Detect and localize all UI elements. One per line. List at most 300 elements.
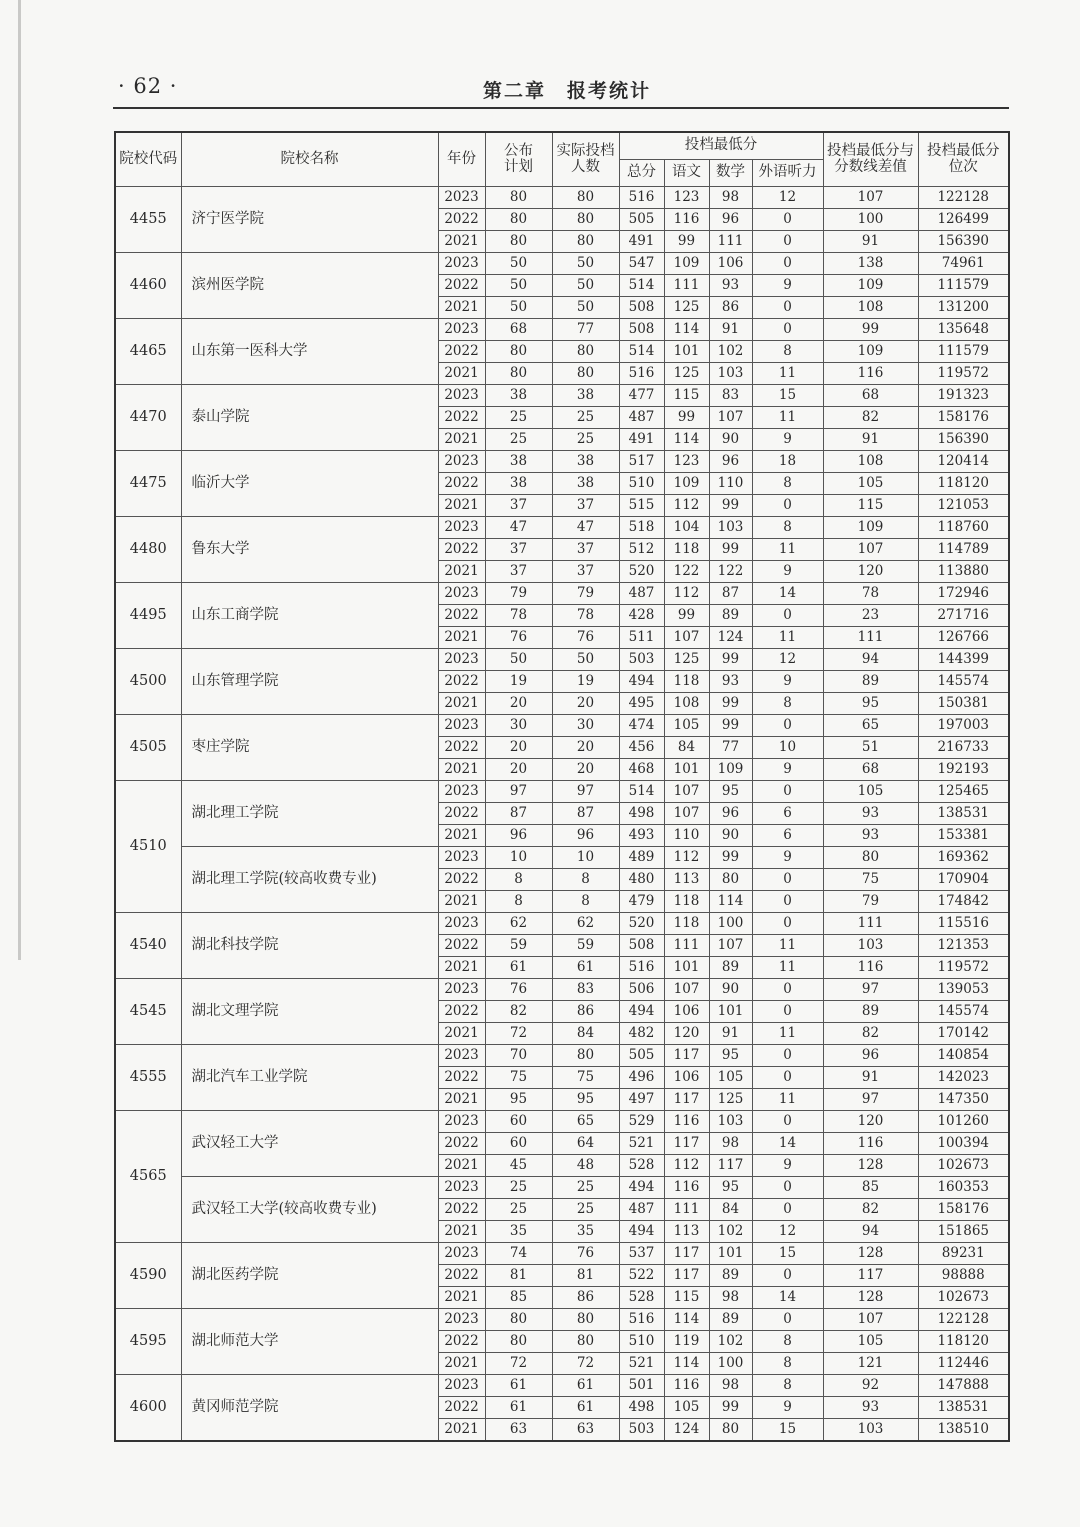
cell-listening: 0 [752, 209, 823, 231]
cell-actual: 37 [552, 539, 619, 561]
cell-rank: 172946 [918, 583, 1009, 605]
cell-rank: 145574 [918, 1001, 1009, 1023]
cell-plan: 37 [485, 561, 552, 583]
table-row [115, 187, 1009, 209]
cell-total: 477 [619, 385, 664, 407]
cell-listening: 0 [752, 495, 823, 517]
cell-math: 99 [709, 693, 752, 715]
cell-plan: 50 [485, 275, 552, 297]
admission-stats-table [114, 131, 1010, 1442]
table-body [115, 187, 1009, 1442]
cell-math: 96 [709, 209, 752, 231]
cell-math: 80 [709, 869, 752, 891]
cell-plan: 87 [485, 803, 552, 825]
college-name: 泰山学院 [181, 385, 438, 451]
cell-diff: 128 [823, 1287, 918, 1309]
cell-total: 498 [619, 803, 664, 825]
cell-diff: 105 [823, 1331, 918, 1353]
cell-rank: 122128 [918, 187, 1009, 209]
cell-year: 2022 [438, 1067, 485, 1089]
cell-chinese: 101 [664, 957, 709, 979]
table-row [115, 1309, 1009, 1331]
cell-chinese: 106 [664, 1067, 709, 1089]
cell-plan: 95 [485, 1089, 552, 1111]
table-row [115, 781, 1009, 803]
cell-rank: 115516 [918, 913, 1009, 935]
cell-listening: 0 [752, 1177, 823, 1199]
cell-year: 2021 [438, 825, 485, 847]
cell-total: 494 [619, 1221, 664, 1243]
cell-total: 516 [619, 957, 664, 979]
cell-plan: 50 [485, 253, 552, 275]
cell-year: 2022 [438, 1397, 485, 1419]
college-name: 鲁东大学 [181, 517, 438, 583]
cell-total: 482 [619, 1023, 664, 1045]
cell-total: 537 [619, 1243, 664, 1265]
header-year: 年份 [438, 132, 485, 187]
cell-plan: 80 [485, 341, 552, 363]
cell-math: 91 [709, 319, 752, 341]
cell-year: 2023 [438, 385, 485, 407]
cell-diff: 120 [823, 561, 918, 583]
cell-plan: 72 [485, 1023, 552, 1045]
cell-total: 508 [619, 319, 664, 341]
cell-plan: 8 [485, 891, 552, 913]
cell-listening: 0 [752, 1067, 823, 1089]
cell-year: 2021 [438, 1155, 485, 1177]
cell-rank: 135648 [918, 319, 1009, 341]
cell-chinese: 123 [664, 451, 709, 473]
cell-diff: 91 [823, 429, 918, 451]
college-code: 4595 [115, 1309, 181, 1375]
cell-math: 95 [709, 1177, 752, 1199]
cell-math: 98 [709, 1375, 752, 1397]
cell-listening: 8 [752, 1375, 823, 1397]
college-name: 湖北科技学院 [181, 913, 438, 979]
cell-chinese: 111 [664, 275, 709, 297]
cell-plan: 20 [485, 693, 552, 715]
cell-actual: 50 [552, 253, 619, 275]
cell-listening: 0 [752, 1199, 823, 1221]
cell-year: 2021 [438, 561, 485, 583]
cell-diff: 95 [823, 693, 918, 715]
cell-rank: 121053 [918, 495, 1009, 517]
cell-plan: 35 [485, 1221, 552, 1243]
cell-math: 89 [709, 605, 752, 627]
cell-actual: 75 [552, 1067, 619, 1089]
cell-listening: 9 [752, 275, 823, 297]
cell-year: 2023 [438, 1243, 485, 1265]
cell-chinese: 117 [664, 1265, 709, 1287]
header-listening: 外语听力 [752, 160, 823, 187]
cell-chinese: 119 [664, 1331, 709, 1353]
cell-rank: 100394 [918, 1133, 1009, 1155]
table-row [115, 1243, 1009, 1265]
cell-actual: 50 [552, 275, 619, 297]
cell-chinese: 114 [664, 319, 709, 341]
cell-plan: 79 [485, 583, 552, 605]
cell-total: 468 [619, 759, 664, 781]
cell-total: 496 [619, 1067, 664, 1089]
cell-year: 2022 [438, 341, 485, 363]
college-name: 湖北汽车工业学院 [181, 1045, 438, 1111]
cell-chinese: 116 [664, 1111, 709, 1133]
college-code: 4495 [115, 583, 181, 649]
college-code: 4600 [115, 1375, 181, 1442]
page-number: · 62 · [118, 74, 178, 98]
cell-actual: 78 [552, 605, 619, 627]
college-code: 4545 [115, 979, 181, 1045]
table-row [115, 517, 1009, 539]
cell-math: 87 [709, 583, 752, 605]
college-code: 4480 [115, 517, 181, 583]
cell-plan: 80 [485, 363, 552, 385]
cell-actual: 80 [552, 1045, 619, 1067]
cell-actual: 80 [552, 187, 619, 209]
cell-listening: 11 [752, 1089, 823, 1111]
cell-plan: 76 [485, 627, 552, 649]
cell-rank: 126499 [918, 209, 1009, 231]
cell-listening: 14 [752, 1133, 823, 1155]
cell-chinese: 114 [664, 1309, 709, 1331]
cell-total: 487 [619, 407, 664, 429]
cell-math: 95 [709, 781, 752, 803]
cell-listening: 0 [752, 605, 823, 627]
cell-actual: 76 [552, 1243, 619, 1265]
page-binding-edge [18, 0, 21, 960]
cell-total: 517 [619, 451, 664, 473]
cell-plan: 60 [485, 1111, 552, 1133]
cell-chinese: 109 [664, 473, 709, 495]
cell-listening: 0 [752, 1111, 823, 1133]
cell-total: 516 [619, 187, 664, 209]
cell-math: 98 [709, 187, 752, 209]
cell-chinese: 105 [664, 1397, 709, 1419]
cell-math: 102 [709, 341, 752, 363]
cell-chinese: 107 [664, 781, 709, 803]
cell-total: 516 [619, 363, 664, 385]
cell-year: 2022 [438, 737, 485, 759]
cell-diff: 78 [823, 583, 918, 605]
cell-math: 99 [709, 539, 752, 561]
cell-total: 493 [619, 825, 664, 847]
cell-rank: 102673 [918, 1287, 1009, 1309]
cell-rank: 170142 [918, 1023, 1009, 1045]
cell-plan: 82 [485, 1001, 552, 1023]
cell-year: 2021 [438, 891, 485, 913]
cell-rank: 101260 [918, 1111, 1009, 1133]
cell-chinese: 118 [664, 671, 709, 693]
cell-diff: 65 [823, 715, 918, 737]
header-min-group: 投档最低分 [619, 132, 823, 160]
cell-rank: 160353 [918, 1177, 1009, 1199]
cell-math: 114 [709, 891, 752, 913]
cell-math: 99 [709, 649, 752, 671]
cell-listening: 0 [752, 1265, 823, 1287]
cell-plan: 97 [485, 781, 552, 803]
cell-rank: 174842 [918, 891, 1009, 913]
cell-rank: 142023 [918, 1067, 1009, 1089]
cell-actual: 80 [552, 209, 619, 231]
cell-year: 2021 [438, 1419, 485, 1442]
cell-math: 107 [709, 935, 752, 957]
cell-math: 98 [709, 1287, 752, 1309]
cell-diff: 51 [823, 737, 918, 759]
cell-math: 77 [709, 737, 752, 759]
table-row [115, 847, 1009, 869]
cell-actual: 8 [552, 891, 619, 913]
cell-diff: 94 [823, 1221, 918, 1243]
cell-actual: 80 [552, 1331, 619, 1353]
cell-year: 2022 [438, 473, 485, 495]
table-row [115, 649, 1009, 671]
cell-plan: 25 [485, 1199, 552, 1221]
cell-diff: 91 [823, 231, 918, 253]
header-name: 院校名称 [181, 132, 438, 187]
cell-math: 101 [709, 1001, 752, 1023]
cell-year: 2023 [438, 847, 485, 869]
cell-year: 2021 [438, 1287, 485, 1309]
cell-actual: 81 [552, 1265, 619, 1287]
cell-listening: 6 [752, 825, 823, 847]
cell-math: 95 [709, 1045, 752, 1067]
cell-rank: 153381 [918, 825, 1009, 847]
cell-year: 2021 [438, 297, 485, 319]
cell-actual: 76 [552, 627, 619, 649]
cell-diff: 107 [823, 187, 918, 209]
college-code: 4470 [115, 385, 181, 451]
table-row [115, 1177, 1009, 1199]
cell-chinese: 105 [664, 715, 709, 737]
cell-chinese: 112 [664, 847, 709, 869]
cell-actual: 20 [552, 759, 619, 781]
cell-diff: 96 [823, 1045, 918, 1067]
cell-listening: 8 [752, 473, 823, 495]
college-name: 湖北师范大学 [181, 1309, 438, 1375]
cell-year: 2023 [438, 451, 485, 473]
cell-listening: 6 [752, 803, 823, 825]
cell-diff: 109 [823, 517, 918, 539]
cell-math: 99 [709, 1397, 752, 1419]
cell-actual: 64 [552, 1133, 619, 1155]
table-row [115, 913, 1009, 935]
cell-math: 98 [709, 1133, 752, 1155]
cell-total: 506 [619, 979, 664, 1001]
cell-total: 503 [619, 1419, 664, 1442]
cell-rank: 111579 [918, 275, 1009, 297]
cell-rank: 119572 [918, 363, 1009, 385]
table-row [115, 451, 1009, 473]
cell-year: 2023 [438, 913, 485, 935]
cell-actual: 83 [552, 979, 619, 1001]
cell-chinese: 118 [664, 891, 709, 913]
cell-plan: 25 [485, 1177, 552, 1199]
cell-rank: 113880 [918, 561, 1009, 583]
cell-chinese: 124 [664, 1419, 709, 1442]
cell-diff: 107 [823, 1309, 918, 1331]
cell-year: 2022 [438, 1001, 485, 1023]
cell-plan: 45 [485, 1155, 552, 1177]
cell-total: 520 [619, 913, 664, 935]
cell-actual: 87 [552, 803, 619, 825]
cell-plan: 37 [485, 495, 552, 517]
cell-year: 2023 [438, 583, 485, 605]
cell-chinese: 113 [664, 1221, 709, 1243]
cell-rank: 138531 [918, 1397, 1009, 1419]
cell-listening: 9 [752, 671, 823, 693]
cell-chinese: 101 [664, 341, 709, 363]
cell-total: 516 [619, 1309, 664, 1331]
cell-total: 514 [619, 275, 664, 297]
cell-listening: 0 [752, 253, 823, 275]
cell-listening: 18 [752, 451, 823, 473]
cell-actual: 80 [552, 1309, 619, 1331]
cell-plan: 37 [485, 539, 552, 561]
cell-listening: 12 [752, 649, 823, 671]
cell-plan: 30 [485, 715, 552, 737]
cell-total: 491 [619, 231, 664, 253]
cell-actual: 80 [552, 341, 619, 363]
cell-plan: 76 [485, 979, 552, 1001]
cell-year: 2021 [438, 1221, 485, 1243]
cell-actual: 25 [552, 407, 619, 429]
cell-math: 83 [709, 385, 752, 407]
cell-rank: 114789 [918, 539, 1009, 561]
cell-actual: 62 [552, 913, 619, 935]
cell-rank: 170904 [918, 869, 1009, 891]
cell-plan: 20 [485, 737, 552, 759]
cell-diff: 82 [823, 407, 918, 429]
cell-actual: 95 [552, 1089, 619, 1111]
cell-year: 2021 [438, 759, 485, 781]
cell-plan: 68 [485, 319, 552, 341]
college-name: 湖北理工学院 [181, 781, 438, 847]
cell-listening: 14 [752, 1287, 823, 1309]
cell-diff: 103 [823, 1419, 918, 1442]
cell-listening: 11 [752, 363, 823, 385]
cell-math: 106 [709, 253, 752, 275]
cell-chinese: 84 [664, 737, 709, 759]
table-row [115, 715, 1009, 737]
cell-rank: 216733 [918, 737, 1009, 759]
cell-plan: 75 [485, 1067, 552, 1089]
cell-math: 90 [709, 429, 752, 451]
cell-total: 528 [619, 1287, 664, 1309]
table-row [115, 979, 1009, 1001]
cell-math: 103 [709, 517, 752, 539]
cell-total: 498 [619, 1397, 664, 1419]
cell-total: 514 [619, 341, 664, 363]
cell-math: 109 [709, 759, 752, 781]
cell-actual: 97 [552, 781, 619, 803]
college-name: 湖北文理学院 [181, 979, 438, 1045]
cell-chinese: 99 [664, 407, 709, 429]
table-row [115, 1375, 1009, 1397]
cell-math: 89 [709, 1309, 752, 1331]
cell-chinese: 112 [664, 583, 709, 605]
cell-listening: 11 [752, 539, 823, 561]
cell-plan: 74 [485, 1243, 552, 1265]
cell-total: 497 [619, 1089, 664, 1111]
cell-actual: 50 [552, 297, 619, 319]
cell-actual: 20 [552, 693, 619, 715]
cell-rank: 156390 [918, 429, 1009, 451]
cell-actual: 80 [552, 363, 619, 385]
cell-math: 99 [709, 495, 752, 517]
cell-rank: 147888 [918, 1375, 1009, 1397]
cell-math: 122 [709, 561, 752, 583]
cell-listening: 15 [752, 1243, 823, 1265]
college-name: 黄冈师范学院 [181, 1375, 438, 1442]
cell-diff: 91 [823, 1067, 918, 1089]
cell-rank: 118120 [918, 473, 1009, 495]
cell-diff: 105 [823, 781, 918, 803]
cell-actual: 20 [552, 737, 619, 759]
cell-chinese: 116 [664, 1177, 709, 1199]
cell-total: 489 [619, 847, 664, 869]
cell-plan: 25 [485, 407, 552, 429]
college-name: 济宁医学院 [181, 187, 438, 253]
cell-plan: 25 [485, 429, 552, 451]
cell-total: 474 [619, 715, 664, 737]
cell-plan: 10 [485, 847, 552, 869]
cell-diff: 93 [823, 803, 918, 825]
cell-plan: 38 [485, 451, 552, 473]
header-chinese: 语文 [664, 160, 709, 187]
cell-year: 2021 [438, 1089, 485, 1111]
cell-chinese: 107 [664, 627, 709, 649]
cell-diff: 93 [823, 1397, 918, 1419]
college-code: 4555 [115, 1045, 181, 1111]
cell-actual: 25 [552, 1199, 619, 1221]
cell-listening: 0 [752, 1045, 823, 1067]
cell-listening: 14 [752, 583, 823, 605]
college-code: 4460 [115, 253, 181, 319]
cell-rank: 138510 [918, 1419, 1009, 1442]
cell-listening: 11 [752, 957, 823, 979]
cell-math: 100 [709, 1353, 752, 1375]
cell-total: 494 [619, 671, 664, 693]
header-actual: 实际投档人数 [552, 132, 619, 187]
cell-math: 93 [709, 275, 752, 297]
cell-plan: 81 [485, 1265, 552, 1287]
college-name: 湖北医药学院 [181, 1243, 438, 1309]
cell-chinese: 111 [664, 1199, 709, 1221]
cell-total: 515 [619, 495, 664, 517]
cell-listening: 15 [752, 385, 823, 407]
cell-math: 96 [709, 803, 752, 825]
cell-math: 103 [709, 1111, 752, 1133]
cell-total: 529 [619, 1111, 664, 1133]
cell-year: 2022 [438, 935, 485, 957]
cell-listening: 8 [752, 1353, 823, 1375]
cell-math: 86 [709, 297, 752, 319]
cell-math: 105 [709, 1067, 752, 1089]
cell-total: 494 [619, 1177, 664, 1199]
cell-diff: 79 [823, 891, 918, 913]
cell-actual: 77 [552, 319, 619, 341]
cell-chinese: 115 [664, 1287, 709, 1309]
cell-diff: 82 [823, 1199, 918, 1221]
cell-diff: 89 [823, 671, 918, 693]
cell-diff: 111 [823, 627, 918, 649]
college-code: 4510 [115, 781, 181, 913]
header-code: 院校代码 [115, 132, 181, 187]
cell-actual: 47 [552, 517, 619, 539]
cell-year: 2023 [438, 1045, 485, 1067]
cell-plan: 59 [485, 935, 552, 957]
cell-year: 2023 [438, 253, 485, 275]
